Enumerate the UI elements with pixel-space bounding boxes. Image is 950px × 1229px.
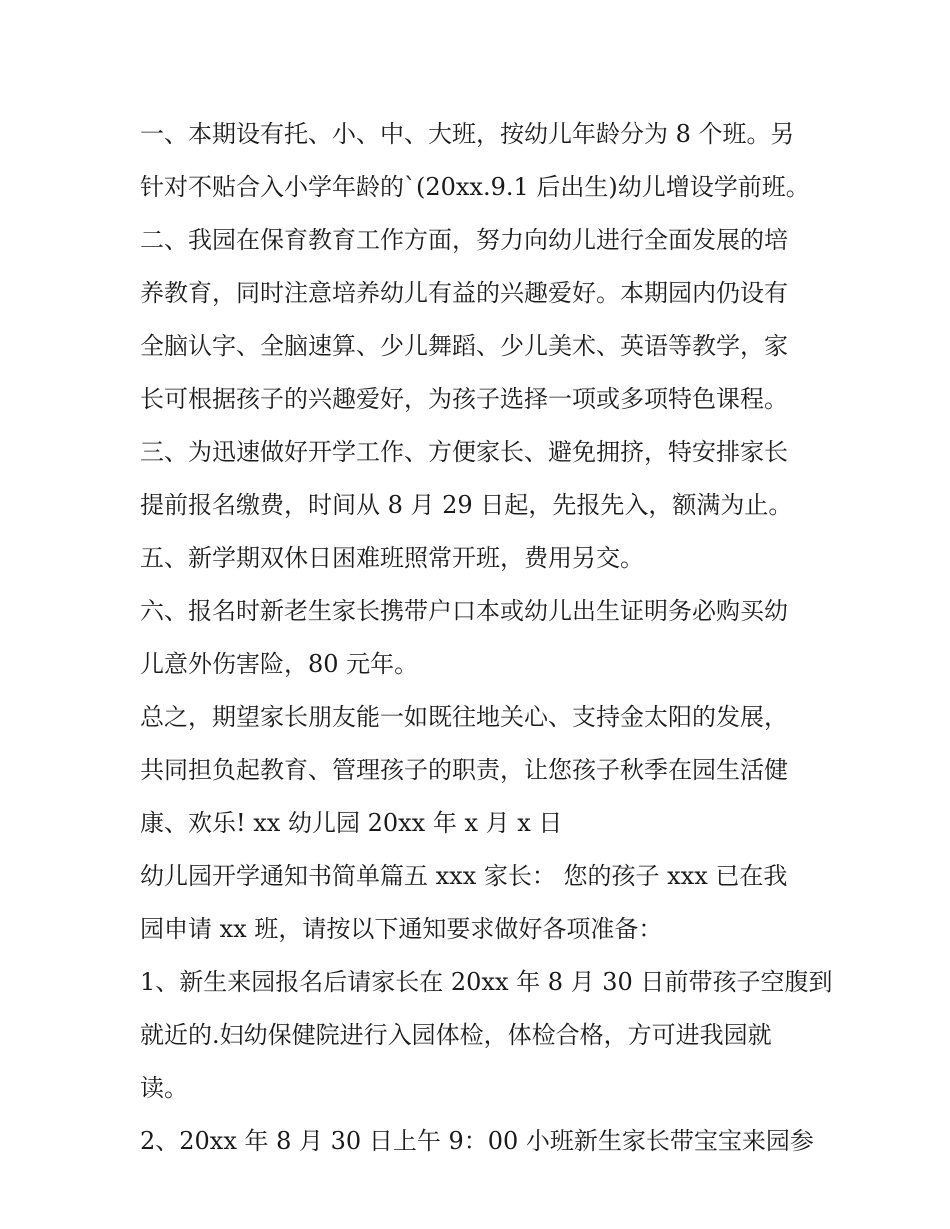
text-line: 1、新生来园报名后请家长在 20xx 年 8 月 30 日前带孩子空腹到 — [140, 968, 833, 996]
text-line: 三、为迅速做好开学工作、方便家长、避免拥挤，特安排家长 — [140, 438, 788, 466]
text-line: 读。 — [140, 1074, 188, 1102]
text-line: 养教育，同时注意培养幼儿有益的兴趣爱好。本期园内仍设有 — [140, 279, 788, 307]
text-line: 儿意外伤害险，80 元年。 — [140, 650, 419, 678]
text-line: 总之，期望家长朋友能一如既往地关心、支持金太阳的发展， — [140, 703, 788, 731]
text-line: 针对不贴合入小学年龄的`(20xx.9.1 后出生)幼儿增设学前班。 — [140, 173, 810, 201]
text-line: 五、新学期双休日困难班照常开班，费用另交。 — [140, 544, 644, 572]
text-line: 长可根据孩子的兴趣爱好，为孩子选择一项或多项特色课程。 — [140, 385, 788, 413]
document-body — [140, 108, 833, 1168]
text-line: 园申请 xx 班，请按以下通知要求做好各项准备： — [140, 915, 663, 943]
text-line: 2、20xx 年 8 月 30 日上午 9：00 小班新生家长带宝宝来园参 — [140, 1127, 814, 1155]
text-line: 幼儿园开学通知书简单篇五 xxx 家长： 您的孩子 xxx 已在我 — [140, 862, 788, 890]
text-line: 康、欢乐! xx 幼儿园 20xx 年 x 月 x 日 — [140, 809, 563, 837]
text-line: 六、报名时新老生家长携带户口本或幼儿出生证明务必购买幼 — [140, 597, 788, 625]
text-line: 全脑认字、全脑速算、少儿舞蹈、少儿美术、英语等教学，家 — [140, 332, 788, 360]
text-line: 就近的.妇幼保健院进行入园体检，体检合格，方可进我园就 — [140, 1021, 772, 1049]
text-line: 一、本期设有托、小、中、大班，按幼儿年龄分为 8 个班。另 — [140, 120, 795, 148]
text-line: 二、我园在保育教育工作方面，努力向幼儿进行全面发展的培 — [140, 226, 788, 254]
text-line: 共同担负起教育、管理孩子的职责，让您孩子秋季在园生活健 — [140, 756, 788, 784]
text-line: 提前报名缴费，时间从 8 月 29 日起，先报先入，额满为止。 — [140, 491, 793, 519]
